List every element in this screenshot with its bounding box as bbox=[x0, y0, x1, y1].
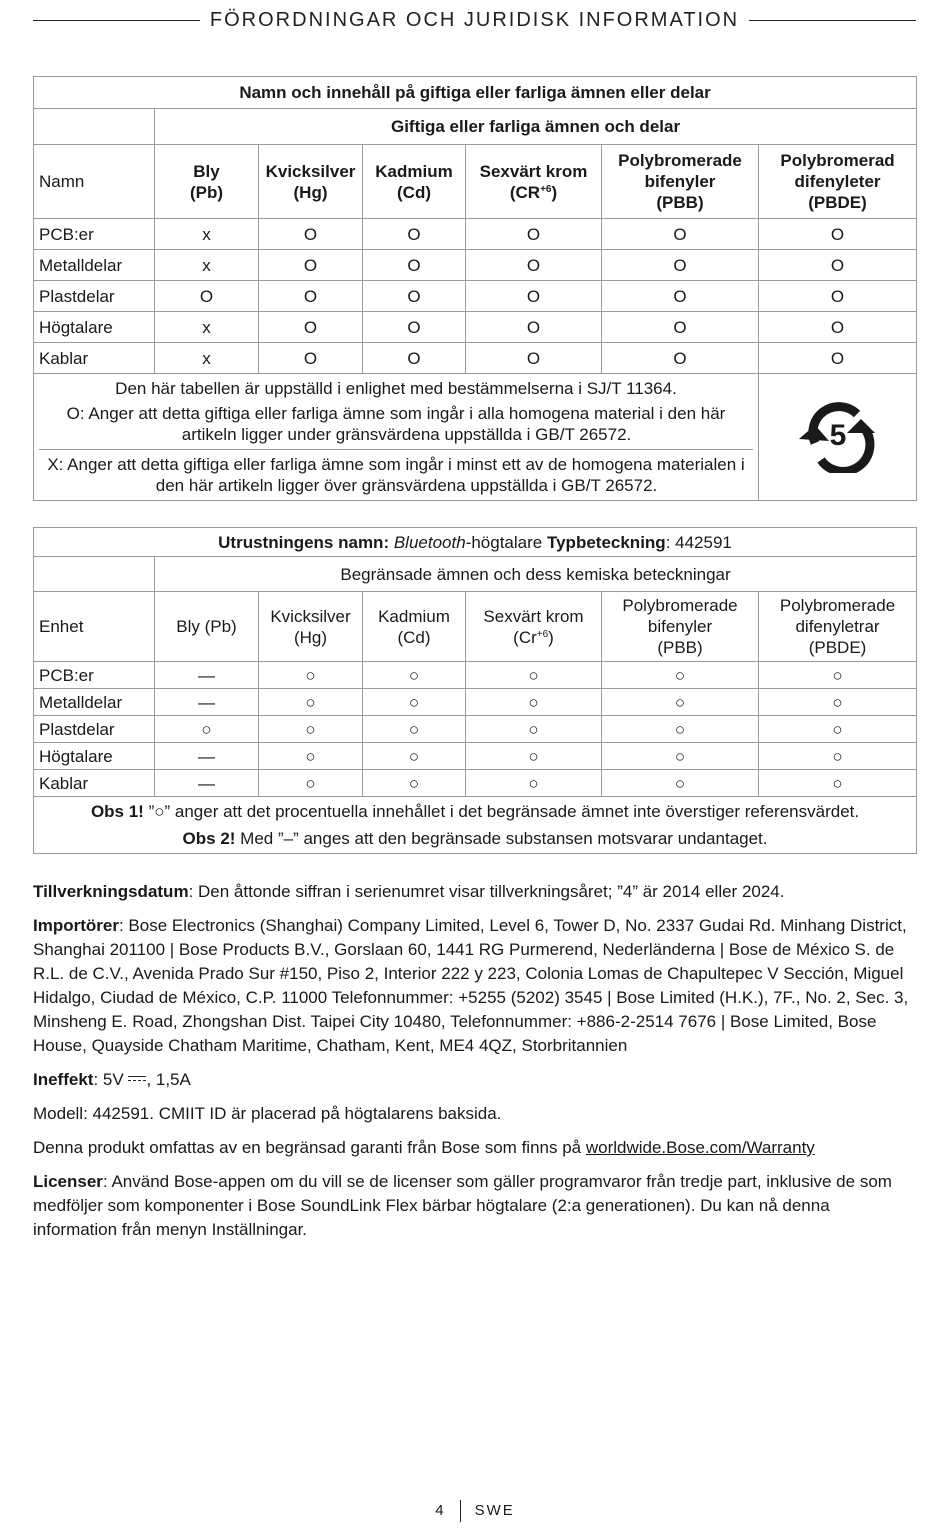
footer-divider bbox=[460, 1500, 461, 1522]
cell: O bbox=[759, 219, 917, 250]
table-row bbox=[34, 689, 917, 716]
header-rule-right bbox=[749, 20, 916, 21]
cell: ○ bbox=[602, 770, 759, 797]
cell: x bbox=[155, 343, 259, 374]
cell: ○ bbox=[259, 743, 363, 770]
cell: ○ bbox=[466, 662, 602, 689]
row-name: Plastdelar bbox=[34, 716, 155, 743]
cell: ○ bbox=[259, 689, 363, 716]
legal-info bbox=[33, 880, 913, 1252]
table1-notes-row bbox=[34, 374, 917, 501]
cell: ○ bbox=[155, 716, 259, 743]
table-row bbox=[34, 219, 917, 250]
note-x: X: Anger att detta giftiga eller farliga ämne som ingår i minst ett av de homogena materialen i den här artikeln ligger över gränsvärdena uppställda i GB/T 26572. bbox=[39, 449, 753, 500]
cell: O bbox=[466, 219, 602, 250]
row-name: Högtalare bbox=[34, 743, 155, 770]
restricted-substances-table bbox=[33, 527, 917, 854]
col-header-pbde: Polybromerad difenyleter (PBDE) bbox=[759, 145, 917, 219]
table1-subtitle: Giftiga eller farliga ämnen och delar bbox=[155, 109, 917, 145]
cell: — bbox=[155, 689, 259, 716]
dc-symbol-icon bbox=[128, 1073, 146, 1085]
note-2: Obs 2! Med ”–” anges att den begränsade substansen motsvarar undantaget. bbox=[182, 829, 768, 848]
cell: O bbox=[363, 343, 466, 374]
cell: ○ bbox=[602, 743, 759, 770]
svg-text:5: 5 bbox=[829, 418, 846, 452]
cell: ○ bbox=[363, 716, 466, 743]
col-header-hg: Kvicksilver (Hg) bbox=[259, 592, 363, 662]
cell: O bbox=[259, 250, 363, 281]
col-header-cd: Kadmium (Cd) bbox=[363, 145, 466, 219]
row-name: Högtalare bbox=[34, 312, 155, 343]
cell: ○ bbox=[363, 743, 466, 770]
cell: O bbox=[466, 250, 602, 281]
licenses-info: Licenser: Använd Bose-appen om du vill se de licenser som gäller programvaror från tredje part, inklusive de som medföljer som komponenter i Bose SoundLink Flex bärbar högtalare (2:a generationen). Du kan nå denna information från menyn Inställningar. bbox=[33, 1172, 892, 1239]
row-name: PCB:er bbox=[34, 662, 155, 689]
cell: O bbox=[363, 250, 466, 281]
cell: O bbox=[466, 343, 602, 374]
cell: ○ bbox=[602, 689, 759, 716]
col-header-pbb: Polybromerade bifenyler (PBB) bbox=[602, 145, 759, 219]
table-row bbox=[34, 312, 917, 343]
cell: O bbox=[466, 312, 602, 343]
table1-title: Namn och innehåll på giftiga eller farliga ämnen eller delar bbox=[34, 77, 917, 109]
efup-logo-cell bbox=[759, 374, 917, 501]
header-rule-left bbox=[33, 20, 200, 21]
table-row bbox=[34, 281, 917, 312]
cell: O bbox=[363, 219, 466, 250]
note-standard: Den här tabellen är uppställd i enlighet med bestämmelserna i SJ/T 11364. bbox=[115, 379, 677, 398]
table-row bbox=[34, 343, 917, 374]
efup-5-logo-icon bbox=[795, 397, 881, 473]
col-header-hg: Kvicksilver (Hg) bbox=[259, 145, 363, 219]
cell: ○ bbox=[466, 743, 602, 770]
cell: ○ bbox=[759, 770, 917, 797]
page-footer bbox=[0, 1500, 950, 1522]
table1-notes bbox=[34, 374, 759, 501]
table1-name-header: Namn bbox=[34, 145, 155, 219]
table2-notes-row bbox=[34, 797, 917, 854]
cell: O bbox=[363, 312, 466, 343]
cell: ○ bbox=[759, 743, 917, 770]
row-name: PCB:er bbox=[34, 219, 155, 250]
cell: ○ bbox=[466, 689, 602, 716]
cell: ○ bbox=[259, 662, 363, 689]
cell: O bbox=[259, 219, 363, 250]
cell: — bbox=[155, 743, 259, 770]
cell: O bbox=[259, 312, 363, 343]
col-header-cr6: Sexvärt krom $(Cr^{+6})$ bbox=[466, 592, 602, 662]
cell: O bbox=[259, 281, 363, 312]
page-number: 4 bbox=[435, 1501, 446, 1519]
hazardous-substances-table bbox=[33, 76, 917, 501]
table2-title: Utrustningens namn: Bluetooth-högtalare Typbeteckning: 442591 bbox=[34, 528, 917, 557]
input-power: Ineffekt: 5V , 1,5A bbox=[33, 1070, 191, 1089]
col-header-pb: Bly (Pb) bbox=[155, 592, 259, 662]
cell: O bbox=[602, 343, 759, 374]
manufacture-date: Tillverkningsdatum: Den åttonde siffran i serienumret visar tillverkningsåret; ”4” är 2014 eller 2024. bbox=[33, 882, 785, 901]
table2-empty-cell bbox=[34, 557, 155, 592]
cell: ○ bbox=[759, 689, 917, 716]
row-name: Kablar bbox=[34, 343, 155, 374]
note-1: Obs 1! ”○” anger att det procentuella innehållet i det begränsade ämnet inte överstiger referensvärdet. bbox=[90, 802, 860, 821]
cell: ○ bbox=[602, 716, 759, 743]
table2-subtitle-row bbox=[34, 557, 917, 592]
row-name: Metalldelar bbox=[34, 250, 155, 281]
cell: O bbox=[466, 281, 602, 312]
col-header-pbb: Polybromerade bifenyler (PBB) bbox=[602, 592, 759, 662]
page-title: FÖRORDNINGAR OCH JURIDISK INFORMATION bbox=[209, 8, 740, 31]
table1-subtitle-row bbox=[34, 109, 917, 145]
table2-unit-header: Enhet bbox=[34, 592, 155, 662]
table-row bbox=[34, 770, 917, 797]
table1-title-row bbox=[34, 77, 917, 109]
cell: O bbox=[602, 281, 759, 312]
cell: x bbox=[155, 250, 259, 281]
table-row bbox=[34, 716, 917, 743]
cell: ○ bbox=[602, 662, 759, 689]
cell: — bbox=[155, 770, 259, 797]
cell: O bbox=[259, 343, 363, 374]
table-row bbox=[34, 743, 917, 770]
warranty-link[interactable]: worldwide.Bose.com/Warranty bbox=[585, 1138, 815, 1157]
cell: O bbox=[759, 312, 917, 343]
cell: ○ bbox=[759, 662, 917, 689]
cell: ○ bbox=[259, 770, 363, 797]
cell: ○ bbox=[363, 662, 466, 689]
cell: O bbox=[363, 281, 466, 312]
cell: ○ bbox=[363, 770, 466, 797]
cell: ○ bbox=[363, 689, 466, 716]
table-row bbox=[34, 250, 917, 281]
page-header bbox=[33, 6, 916, 34]
cell: ○ bbox=[466, 770, 602, 797]
col-header-pb: Bly (Pb) bbox=[155, 145, 259, 219]
cell: O bbox=[759, 250, 917, 281]
model-info: Modell: 442591. CMIIT ID är placerad på högtalarens baksida. bbox=[33, 1104, 502, 1123]
cell: ○ bbox=[466, 716, 602, 743]
col-header-pbde: Polybromerade difenyletrar (PBDE) bbox=[759, 592, 917, 662]
table1-empty-cell bbox=[34, 109, 155, 145]
table2-subtitle: Begränsade ämnen och dess kemiska beteckningar bbox=[155, 557, 917, 592]
row-name: Kablar bbox=[34, 770, 155, 797]
row-name: Plastdelar bbox=[34, 281, 155, 312]
note-o: O: Anger att detta giftiga eller farliga ämne som ingår i alla homogena material i den här artikeln ligger under gränsvärdena uppställda i GB/T 26572. bbox=[66, 404, 726, 444]
cell: O bbox=[602, 219, 759, 250]
cell: x bbox=[155, 219, 259, 250]
cell: — bbox=[155, 662, 259, 689]
cell: x bbox=[155, 312, 259, 343]
cell: O bbox=[759, 281, 917, 312]
warranty-info: Denna produkt omfattas av en begränsad garanti från Bose som finns på worldwide.Bose.com/Warranty bbox=[33, 1138, 815, 1157]
table1-header-row bbox=[34, 145, 917, 219]
table2-title-row bbox=[34, 528, 917, 557]
cell: O bbox=[759, 343, 917, 374]
cell: ○ bbox=[759, 716, 917, 743]
importers: Importörer: Bose Electronics (Shanghai) Company Limited, Level 6, Tower D, No. 2337 Gudai Rd. Minhang District, Shanghai 201100 | Bose Products B.V., Gorslaan 60, 1441 RG Purmerend, Nederländerna | Bose de México S. de R.L. de C.V., Avenida Prado Sur #150, Piso 2, Interior 222 y 223, Colonia Lomas de Chapultepec V Sección, Miguel Hidalgo, Ciudad de México, C.P. 11000 Telefonnummer: +5255 (5202) 3545 | Bose Limited (H.K.), 7F., No. 2, Sec. 3, Minsheng E. Road, Zhongshan Dist. Taipei City 10480, Telefonnummer: +886-2-2514 7676 | Bose Limited, Bose House, Quayside Chatham Maritime, Chatham, Kent, ME4 4QZ, Storbritannien bbox=[33, 916, 909, 1055]
cell: ○ bbox=[259, 716, 363, 743]
cell: O bbox=[602, 312, 759, 343]
row-name: Metalldelar bbox=[34, 689, 155, 716]
language-code: SWE bbox=[474, 1501, 515, 1519]
table2-notes bbox=[34, 797, 917, 854]
table2-header-row bbox=[34, 592, 917, 662]
col-header-cd: Kadmium (Cd) bbox=[363, 592, 466, 662]
table-row bbox=[34, 662, 917, 689]
col-header-cr6: Sexvärt krom $(CR^{+6})$ bbox=[466, 145, 602, 219]
cell: O bbox=[155, 281, 259, 312]
cell: O bbox=[602, 250, 759, 281]
